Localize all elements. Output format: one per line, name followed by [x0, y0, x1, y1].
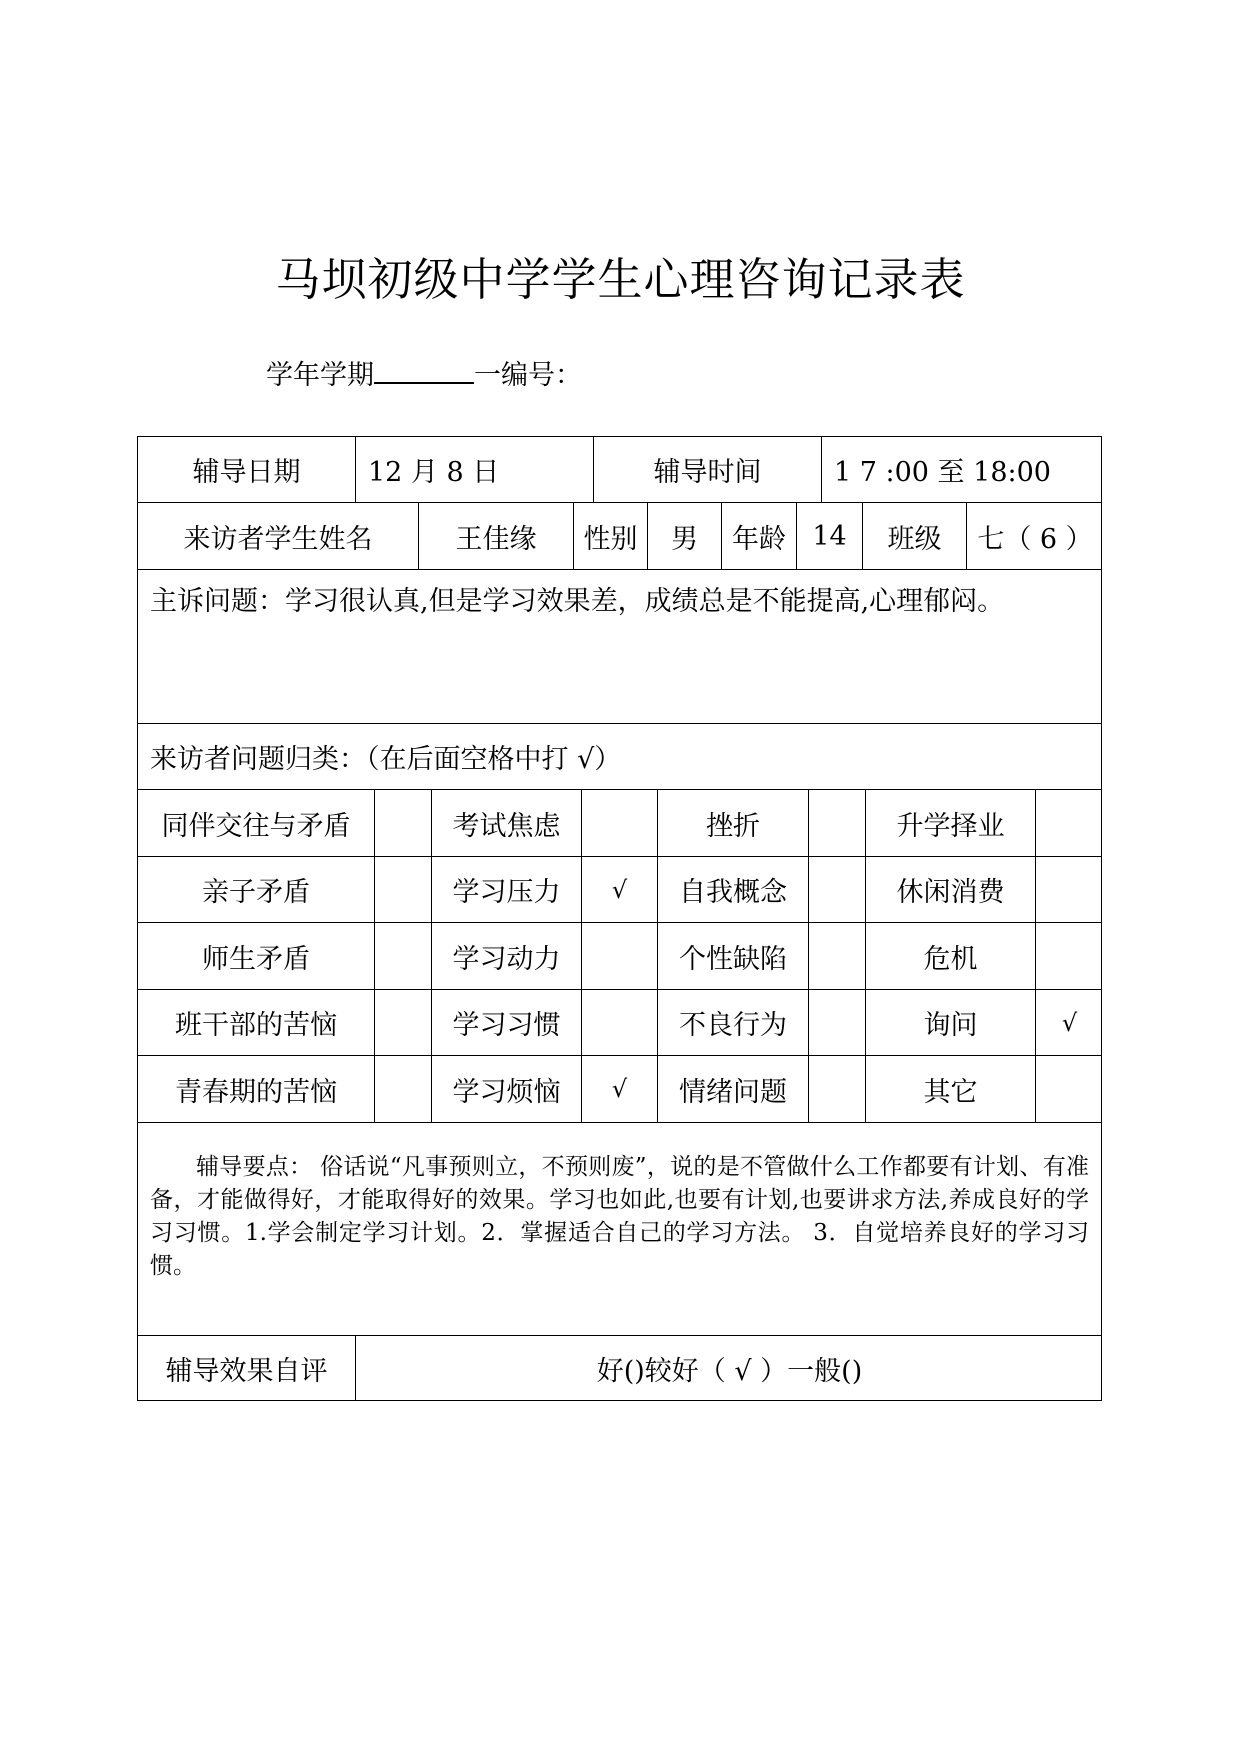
category-label: 班干部的苦恼 — [138, 990, 375, 1055]
category-check-box[interactable] — [1036, 857, 1103, 922]
category-header: 来访者问题归类：（在后面空格中打 √） — [150, 744, 622, 775]
category-label: 升学择业 — [866, 790, 1036, 856]
category-check-box[interactable] — [375, 990, 432, 1055]
name-label: 来访者学生姓名 — [138, 503, 419, 569]
category-row — [138, 990, 1101, 1056]
category-check-box[interactable] — [582, 923, 658, 989]
category-check-box[interactable]: √ — [582, 857, 658, 922]
category-label: 师生矛盾 — [138, 923, 375, 989]
time-value[interactable]: 1 7 :00 至 18:00 — [834, 457, 1051, 488]
age-label: 年龄 — [722, 503, 797, 569]
category-check-box[interactable] — [375, 923, 432, 989]
category-check-box[interactable] — [1036, 923, 1103, 989]
term-label: 学年学期 — [266, 360, 374, 391]
category-check-box[interactable] — [1036, 1056, 1103, 1122]
category-label: 学习压力 — [432, 857, 582, 922]
category-label: 危机 — [866, 923, 1036, 989]
category-header-row — [138, 724, 1101, 790]
category-label: 其它 — [866, 1056, 1036, 1122]
class-label: 班级 — [863, 503, 967, 569]
category-row — [138, 1056, 1101, 1123]
name-value[interactable]: 王佳缘 — [419, 503, 574, 569]
evaluation-row — [138, 1336, 1101, 1400]
complaint-row — [138, 570, 1101, 724]
evaluation-label: 辅导效果自评 — [138, 1336, 356, 1400]
guidance-row — [138, 1123, 1101, 1336]
gender-value[interactable]: 男 — [648, 503, 722, 569]
category-check-box[interactable] — [375, 790, 432, 856]
category-check-box[interactable] — [375, 1056, 432, 1122]
record-table — [137, 436, 1102, 1401]
time-label: 辅导时间 — [594, 437, 822, 502]
session-row — [138, 437, 1101, 503]
category-check-box[interactable] — [809, 1056, 866, 1122]
category-check-box[interactable]: √ — [582, 1056, 658, 1122]
term-blank[interactable] — [374, 356, 474, 384]
category-label: 学习习惯 — [432, 990, 582, 1055]
number-label: 一编号： — [474, 360, 582, 391]
category-label: 同伴交往与矛盾 — [138, 790, 375, 856]
student-row — [138, 503, 1101, 570]
gender-label: 性别 — [574, 503, 648, 569]
category-label: 询问 — [866, 990, 1036, 1055]
date-value[interactable]: 12 月 8 日 — [356, 437, 594, 502]
category-check-box[interactable] — [582, 790, 658, 856]
category-label: 学习烦恼 — [432, 1056, 582, 1122]
category-check-box[interactable] — [809, 923, 866, 989]
category-label: 亲子矛盾 — [138, 857, 375, 922]
category-label: 休闲消费 — [866, 857, 1036, 922]
category-row — [138, 923, 1101, 990]
guidance-text[interactable]: 辅导要点： 俗话说“凡事预则立，不预则废”，说的是不管做什么工作都要有计划、有准备，才能做得好，才能取得好的效果。学习也如此,也要有计划,也要讲求方法,养成良好的学习习惯。1.学会制定学习计划。2．掌握适合自己的学习方法。 3．自觉培养良好的学习习惯。 — [150, 1154, 1089, 1279]
category-check-box[interactable]: √ — [1061, 1008, 1078, 1037]
term-number-line — [266, 356, 582, 394]
category-check-box[interactable] — [375, 857, 432, 922]
category-label: 自我概念 — [658, 857, 809, 922]
complaint-text[interactable]: 主诉问题：学习很认真,但是学习效果差，成绩总是不能提高,心理郁闷。 — [150, 586, 1005, 617]
category-check-box[interactable] — [809, 857, 866, 922]
category-label: 不良行为 — [658, 990, 809, 1055]
category-check-box[interactable] — [1036, 790, 1103, 856]
category-row — [138, 857, 1101, 923]
age-value[interactable]: 14 — [797, 503, 863, 569]
category-check-box[interactable] — [809, 990, 866, 1055]
category-label: 挫折 — [658, 790, 809, 856]
category-row — [138, 790, 1101, 857]
page-title: 马坝初级中学学生心理咨询记录表 — [275, 253, 966, 306]
category-label: 个性缺陷 — [658, 923, 809, 989]
category-label: 学习动力 — [432, 923, 582, 989]
category-label: 情绪问题 — [658, 1056, 809, 1122]
category-check-box[interactable] — [582, 990, 658, 1055]
class-value[interactable]: 七（ 6 ） — [977, 523, 1093, 555]
evaluation-value[interactable]: 好()较好（ √ ）一般() — [596, 1355, 863, 1387]
date-label: 辅导日期 — [138, 437, 356, 502]
category-check-box[interactable] — [809, 790, 866, 856]
category-label: 青春期的苦恼 — [138, 1056, 375, 1122]
category-label: 考试焦虑 — [432, 790, 582, 856]
